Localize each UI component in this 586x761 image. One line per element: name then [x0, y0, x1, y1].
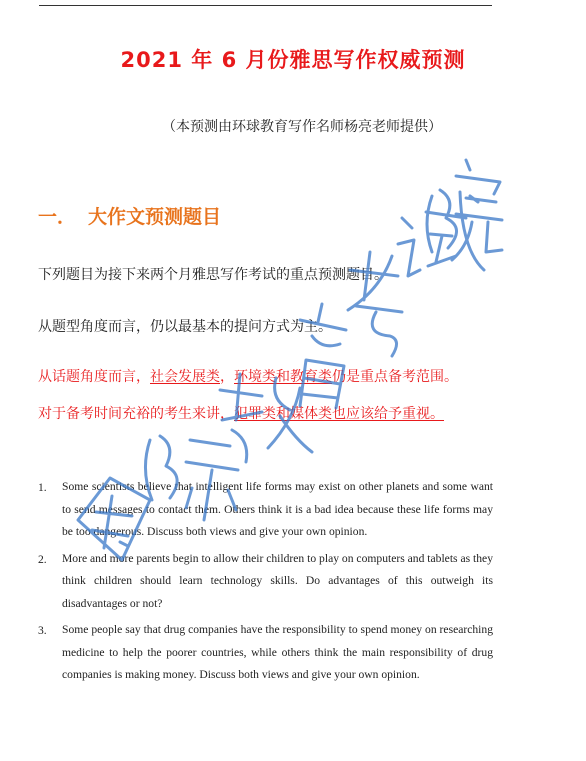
question-number: 2. — [38, 552, 47, 566]
section-number: 一． — [38, 206, 77, 228]
question-text: Some scientists believe that intelligent life forms may exist on other planets and some want to send messages to contact them. Others think it is a bad idea because these life forms may be too dangerous. Discuss both views and give your own opinion. — [62, 480, 493, 538]
topic-social-development: 社会发展类 — [150, 369, 220, 385]
intro-line-1: 下列题目为接下来两个月雅思写作考试的重点预测题目。 — [38, 267, 388, 283]
question-list — [38, 481, 493, 696]
topic-environment-education: 环境类和教育类 — [234, 369, 332, 385]
question-item — [38, 481, 493, 544]
intro-line-3-sep: ， — [220, 369, 234, 385]
question-text: More and more parents begin to allow their children to play on computers and tablets as they think children should learn technology skills. Do advantages of this outweigh its disadvantages or not? — [62, 551, 493, 610]
intro-line-3-part2: 仍是重点备考范围。 — [332, 369, 458, 385]
question-item — [38, 624, 493, 687]
intro-line-3 — [38, 366, 458, 386]
provider-note: （本预测由环球教育写作名师杨亮老师提供） — [162, 119, 442, 135]
question-text: Some people say that drug companies have the responsibility to spend money on researching medicine to help the poorer countries, while others think the main responsibility of drug companies is making money. Discuss both views and give your own opinion. — [62, 623, 493, 681]
section-title: 大作文预测题目 — [88, 206, 222, 228]
intro-line-4-part1: 对于备考时间充裕的考生来讲， — [38, 406, 234, 422]
top-rule — [39, 5, 492, 6]
question-number: 3. — [38, 624, 47, 637]
intro-line-4 — [38, 403, 444, 423]
section-heading — [38, 202, 221, 229]
page-title: 2021 年 6 月份雅思写作权威预测 — [120, 48, 466, 72]
intro-line-2: 从题型角度而言，仍以最基本的提问方式为主。 — [38, 319, 332, 335]
intro-line-3-part1: 从话题角度而言， — [38, 369, 150, 385]
question-number: 1. — [38, 481, 47, 494]
topic-crime-media: 犯罪类和媒体类也应该给予重视。 — [234, 406, 444, 422]
question-item — [38, 553, 493, 616]
